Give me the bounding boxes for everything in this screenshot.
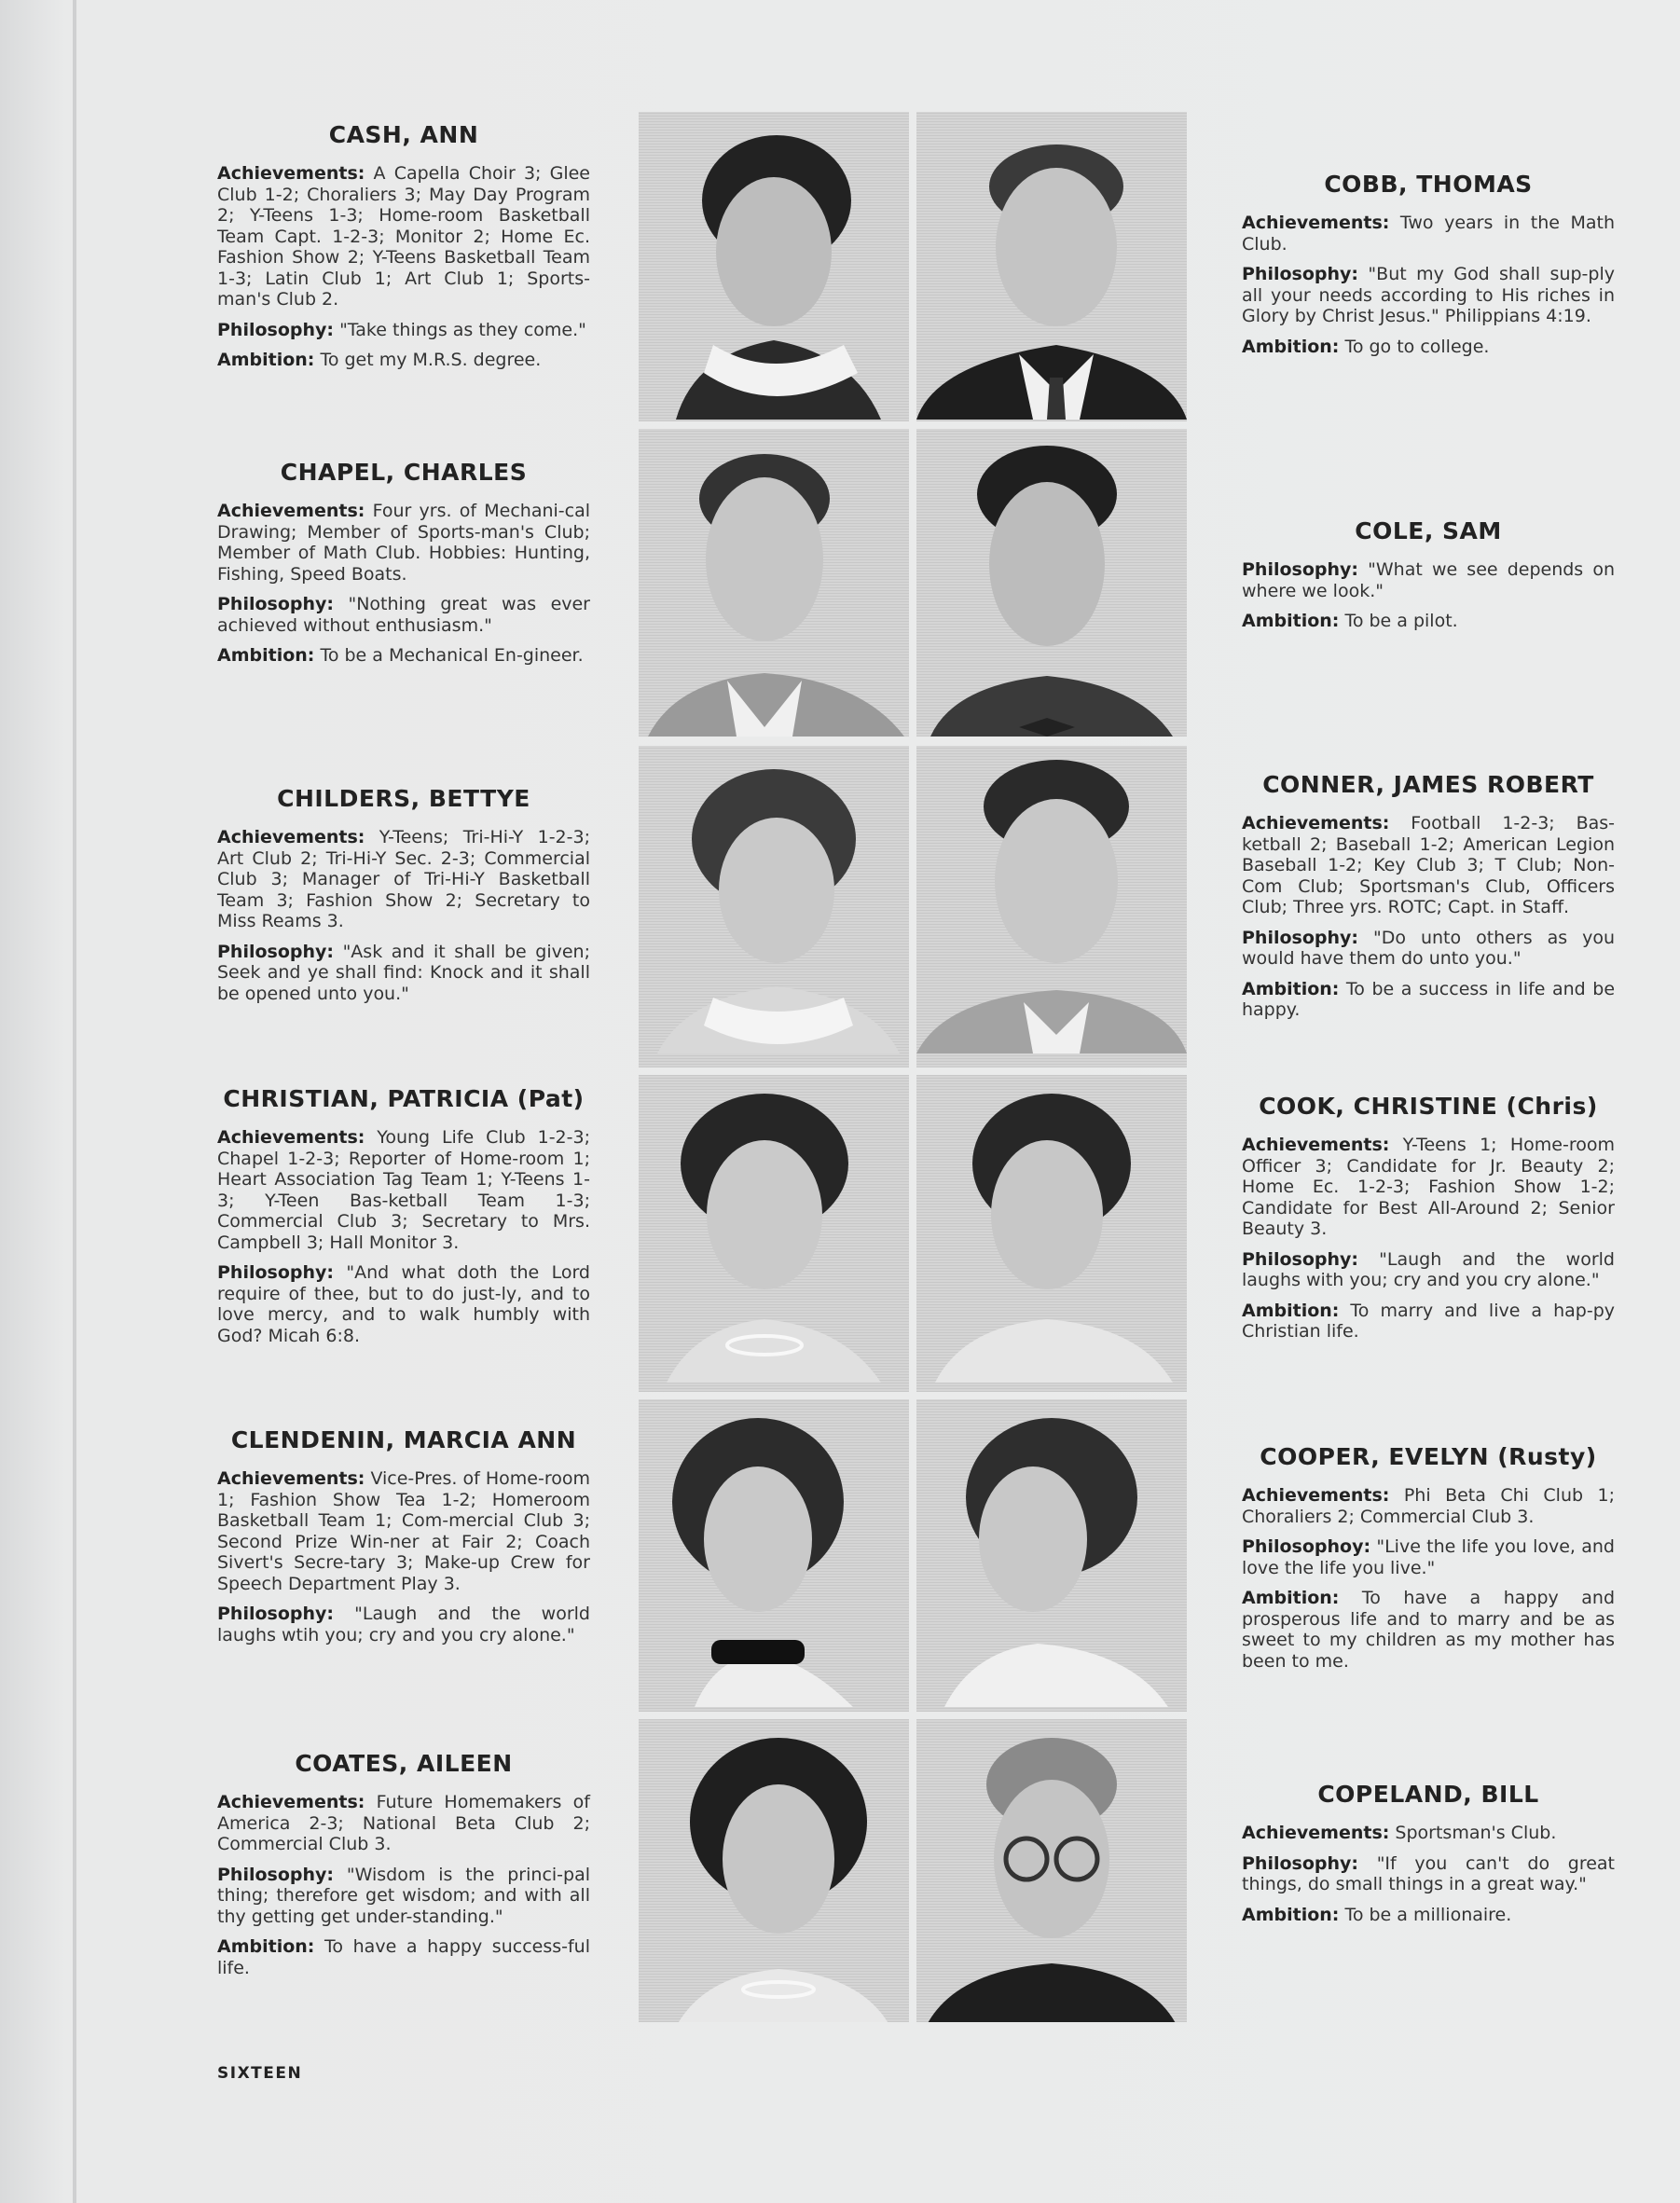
achievements [1242,213,1615,255]
portrait-photo [639,1399,909,1712]
philosophy-label: Philosophy: [217,594,335,614]
senior-entry-cooper-evelyn [1242,1443,1615,1681]
philosophy [217,1262,590,1346]
ambition [217,1936,590,1978]
achievements [217,163,590,310]
philosophy-label: Philosophy: [1242,1852,1359,1874]
philosophy-label: Philosophy: [1242,559,1359,580]
ambition-label: Ambition: [1242,1588,1340,1608]
achievements [1242,1135,1615,1240]
senior-entry-coates-aileen [217,1750,590,1988]
ambition-label: Ambition: [217,350,315,370]
portrait-photo [639,112,909,421]
achievements [1242,813,1615,918]
achievements [217,501,590,585]
achievements-text: Phi Beta Chi Club 1; Choraliers 2; Commercial Club 3. [1242,1485,1615,1527]
philosophy [217,594,590,636]
achievements-text: Sportsman's Club. [1395,1823,1557,1843]
ambition-label: Ambition: [1242,1904,1340,1925]
philosophy [217,320,590,341]
philosophy [217,1865,590,1928]
senior-entry-cash-ann [217,121,590,380]
ambition-text: To be a millionaire. [1344,1904,1512,1925]
senior-entry-chapel-charles [217,459,590,676]
philosophy-label: Philosophy: [1242,1248,1359,1270]
ambition [217,350,590,371]
achievements-label: Achievements: [1242,1135,1390,1155]
achievements-text: Vice-Pres. of Home-room 1; Fashion Show Tea 1-2; Homeroom Basketball Team 1; Com-mercial Club 3; Second Prize Win-ner at Fair 2; Coach Sivert's Secre-tary 3; Make-up Crew for Speech Department Play 3. [217,1468,590,1594]
achievements [217,827,590,932]
philosophy-label: Philosophoy: [1242,1536,1371,1557]
philosophy-text: "But my God shall sup-ply all your needs according to His riches in Glory by Christ Jesus." Philippians 4:19. [1242,264,1616,326]
philosophy-text: "Wisdom is the princi-pal thing; therefore get wisdom; and with all thy getting get under-standing." [217,1864,591,1927]
achievements-label: Achievements: [217,827,365,847]
achievements-label: Achievements: [1242,213,1390,233]
achievements [217,1792,590,1855]
page-number: SIXTEEN [217,2064,303,2083]
student-name: COATES, AILEEN [295,1750,513,1777]
philosophy-text: "Laugh and the world laughs with you; cry and you cry alone." [1242,1248,1615,1290]
achievements-label: Achievements: [217,1127,365,1148]
philosophy-text: "And what doth the Lord require of thee, but to do just-ly, and to love mercy, and to walk humbly with God? Micah 6:8. [217,1262,590,1346]
binding-edge [73,0,76,2203]
ambition-text: To get my M.R.S. degree. [320,350,542,370]
ambition [1242,1588,1615,1672]
portrait-photo [916,112,1187,421]
achievements-label: Achievements: [217,501,365,521]
student-name: CHRISTIAN, PATRICIA (Pat) [223,1085,585,1112]
achievements [1242,1485,1615,1527]
ambition-label: Ambition: [1242,336,1340,357]
portrait-photo [639,1075,909,1392]
achievements-text: A Capella Choir 3; Glee Club 1-2; Choraliers 3; May Day Program 2; Y-Teens 1-3; Home-room Basketball Team Capt. 1-2-3; Monitor 2; Home Ec. Fashion Show 2; Y-Teens Basketball Team 1-3; Latin Club 1; Art Club 1; Sports-man's Club 2. [217,163,590,310]
ambition-text: To go to college. [1344,336,1490,357]
ambition-text: To have a happy success-ful life. [217,1936,590,1978]
portrait-photo [639,1719,909,2022]
student-name: COPELAND, BILL [1317,1781,1539,1808]
achievements [1242,1823,1615,1844]
student-name: COBB, THOMAS [1324,171,1533,198]
student-name: CHAPEL, CHARLES [280,459,528,486]
philosophy-text: "Laugh and the world laughs wtih you; cry and you cry alone." [217,1604,590,1645]
philosophy [1242,1536,1615,1578]
philosophy-label: Philosophy: [217,1262,335,1283]
portrait-photo [639,746,909,1067]
senior-entry-childers-bettye [217,785,590,1013]
achievements [217,1127,590,1253]
philosophy [217,942,590,1005]
senior-entry-cobb-thomas [1242,171,1615,366]
philosophy-text: "Do unto others as you would have them do unto you." [1242,927,1616,969]
ambition-text: To be a pilot. [1344,611,1458,631]
achievements-text: Future Homemakers of America 2-3; National Beta Club 2; Commercial Club 3. [217,1792,591,1854]
portrait-photo [916,746,1187,1067]
philosophy-text: "Take things as they come." [339,319,586,340]
achievements [217,1468,590,1594]
portrait-photo [916,1399,1187,1712]
senior-entry-copeland-bill [1242,1781,1615,1935]
portrait-photo [916,1719,1187,2022]
philosophy-label: Philosophy: [217,1864,335,1885]
philosophy [1242,1249,1615,1291]
student-name: CONNER, JAMES ROBERT [1262,771,1594,798]
philosophy-label: Philosophy: [217,941,335,962]
ambition-text: To have a happy and prosperous life and to marry and be as sweet to my children as my mother has been to me. [1242,1588,1615,1672]
student-name: CASH, ANN [328,121,479,148]
portrait-photo [916,1075,1187,1392]
philosophy-label: Philosophy: [1242,927,1359,948]
achievements-text: Young Life Club 1-2-3; Chapel 1-2-3; Reporter of Home-room 1; Heart Association Tag Team 1; Y-Teens 1-3; Y-Teen Bas-ketball Team 1-3; Commercial Club 3; Secretary to Mrs. Campbell 3; Hall Monitor 3. [217,1127,590,1253]
student-name: COOPER, EVELYN (Rusty) [1260,1443,1597,1470]
senior-entry-christian-patricia [217,1085,590,1356]
senior-entry-clendenin-marcia [217,1426,590,1655]
senior-entry-conner-james [1242,771,1615,1030]
ambition [1242,611,1615,632]
ambition-label: Ambition: [217,645,315,666]
senior-entry-cook-christine [1242,1093,1615,1352]
achievements-label: Achievements: [217,163,365,184]
ambition [1242,1301,1615,1342]
ambition [1242,1905,1615,1926]
philosophy-text: "Live the life you love, and love the life you live." [1242,1536,1615,1578]
philosophy [1242,559,1615,601]
student-name: COLE, SAM [1355,517,1502,544]
achievements-text: Football 1-2-3; Bas-ketball 2; Baseball 1-2; American Legion Baseball 1-2; Key Club 3; T Club; Non-Com Club; Sportsman's Club, Officers Club; Three yrs. ROTC; Capt. in Staff. [1242,813,1615,917]
achievements-label: Achievements: [217,1468,365,1489]
philosophy-label: Philosophy: [217,319,335,340]
philosophy-text: "Ask and it shall be given; Seek and ye shall find: Knock and it shall be opened unto you." [217,941,590,1004]
achievements-text: Y-Teens 1; Home-room Officer 3; Candidate for Jr. Beauty 2; Home Ec. 1-2-3; Fashion Show 1-2; Candidate for Best All-Around 2; Senior Beauty 3. [1242,1135,1615,1239]
ambition-label: Ambition: [1242,978,1340,999]
portrait-photo [916,429,1187,737]
achievements-label: Achievements: [1242,813,1390,833]
philosophy-label: Philosophy: [217,1604,335,1624]
philosophy-text: "If you can't do great things, do small things in a great way." [1242,1852,1616,1894]
achievements-label: Achievements: [1242,1823,1390,1843]
philosophy [1242,264,1615,327]
philosophy [1242,928,1615,970]
achievements-label: Achievements: [217,1792,365,1812]
student-name: COOK, CHRISTINE (Chris) [1259,1093,1598,1120]
portrait-photo [639,429,909,737]
ambition-text: To be a Mechanical En-gineer. [320,645,584,666]
ambition-label: Ambition: [1242,1300,1340,1321]
student-name: CHILDERS, BETTYE [277,785,530,812]
ambition-label: Ambition: [217,1936,315,1957]
student-name: CLENDENIN, MARCIA ANN [230,1426,577,1453]
ambition-text: To be a success in life and be happy. [1242,978,1616,1020]
achievements-text: Four yrs. of Mechani-cal Drawing; Member of Sports-man's Club; Member of Math Club. Hobbies: Hunting, Fishing, Speed Boats. [217,501,591,585]
ambition [1242,979,1615,1021]
senior-entry-cole-sam [1242,517,1615,641]
achievements-text: Two years in the Math Club. [1242,213,1615,255]
ambition [217,645,590,667]
philosophy [217,1604,590,1645]
achievements-text: Y-Teens; Tri-Hi-Y 1-2-3; Art Club 2; Tri-Hi-Y Sec. 2-3; Commercial Club 3; Manager of Tri-Hi-Y Basketball Team 3; Fashion Show 2; Secretary to Miss Reams 3. [217,827,590,931]
philosophy-text: "What we see depends on where we look." [1242,559,1615,601]
ambition [1242,337,1615,358]
philosophy-label: Philosophy: [1242,264,1359,284]
achievements-label: Achievements: [1242,1485,1390,1506]
ambition-text: To marry and live a hap-py Christian life. [1242,1300,1616,1342]
philosophy [1242,1853,1615,1895]
philosophy-text: "Nothing great was ever achieved without enthusiasm." [217,594,590,636]
ambition-label: Ambition: [1242,611,1340,631]
